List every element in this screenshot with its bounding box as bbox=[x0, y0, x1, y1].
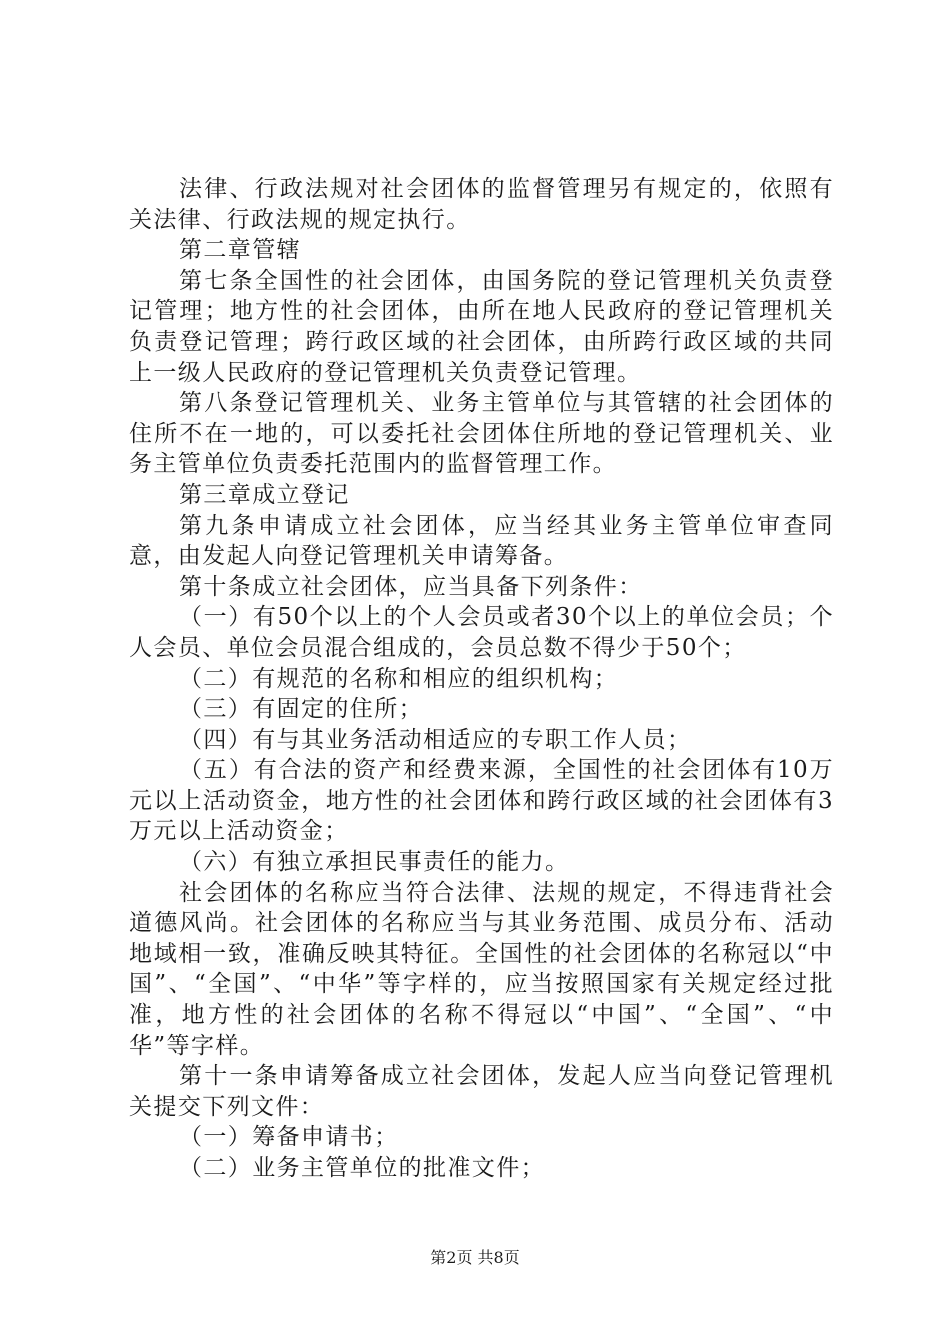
paragraph-article-7: 第七条全国性的社会团体，由国务院的登记管理机关负责登记管理；地方性的社会团体，由所在地人民政府的登记管理机关负责登记管理；跨行政区域的社会团体，由所跨行政区域的共同上一级人民政府的登记管理机关负责登记管理。 bbox=[129, 267, 834, 386]
list-item-document-2: （二）业务主管单位的批准文件； bbox=[179, 1155, 545, 1181]
list-item-condition-2: （二）有规范的名称和相应的组织机构； bbox=[179, 665, 619, 692]
chapter-heading-jurisdiction: 第二章管辖 bbox=[179, 237, 301, 264]
page-number-footer: 第2页 共8页 bbox=[430, 1248, 520, 1267]
paragraph-article-8: 第八条登记管理机关、业务主管单位与其管辖的社会团体的住所不在一地的，可以委托社会团体住所地的登记管理机关、业务主管单位负责委托范围内的监督管理工作。 bbox=[129, 390, 834, 478]
list-item-condition-1: （一）有50个以上的个人会员或者30个以上的单位会员；个人会员、单位会员混合组成的，会员总数不得少于50个； bbox=[129, 604, 834, 661]
paragraph-article-11: 第十一条申请筹备成立社会团体，发起人应当向登记管理机关提交下列文件： bbox=[129, 1063, 834, 1120]
paragraph-article-9: 第九条申请成立社会团体，应当经其业务主管单位审查同意，由发起人向登记管理机关申请筹备。 bbox=[129, 512, 834, 570]
list-item-condition-5: （五）有合法的资产和经费来源，全国性的社会团体有10万元以上活动资金，地方性的社会团体和跨行政区域的社会团体有3万元以上活动资金； bbox=[129, 757, 834, 845]
paragraph-naming-rules: 社会团体的名称应当符合法律、法规的规定，不得违背社会道德风尚。社会团体的名称应当与其业务范围、成员分布、活动地域相一致，准确反映其特征。全国性的社会团体的名称冠以“中国”、“全国”、“中华”等字样的，应当按照国家有关规定经过批准，地方性的社会团体的名称不得冠以“中国”、“全国”、“中华”等字样。 bbox=[129, 879, 834, 1059]
list-item-document-1: （一）筹备申请书； bbox=[179, 1124, 399, 1151]
list-item-condition-3: （三）有固定的住所； bbox=[179, 696, 423, 723]
list-item-condition-6: （六）有独立承担民事责任的能力。 bbox=[179, 849, 570, 876]
document-body bbox=[129, 174, 834, 1184]
list-item-condition-4: （四）有与其业务活动相适应的专职工作人员； bbox=[179, 726, 692, 753]
chapter-heading-registration: 第三章成立登记 bbox=[179, 481, 350, 508]
paragraph-article-10: 第十条成立社会团体，应当具备下列条件： bbox=[179, 573, 643, 600]
paragraph-supervision-clause: 法律、行政法规对社会团体的监督管理另有规定的，依照有关法律、行政法规的规定执行。 bbox=[129, 176, 834, 233]
